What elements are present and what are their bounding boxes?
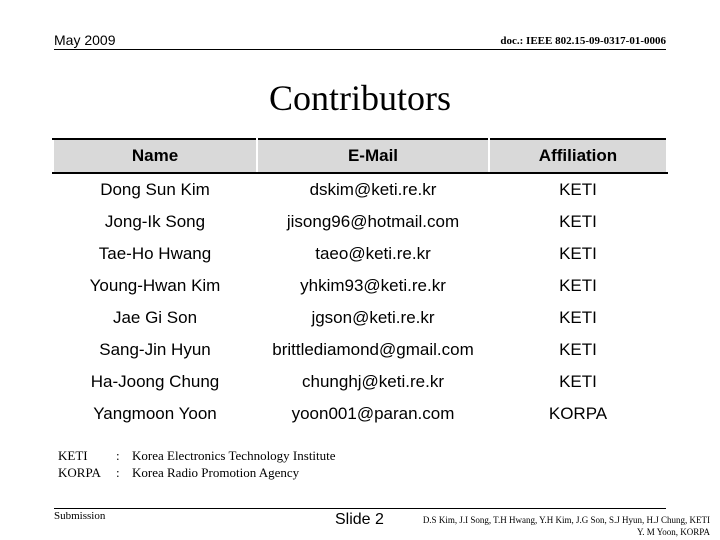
legend-full-name: Korea Radio Promotion Agency: [132, 465, 300, 480]
abbreviation-legend: [58, 447, 336, 481]
cell-affiliation: KETI: [559, 212, 597, 231]
slide-number: Slide 2: [335, 511, 384, 528]
cell-name: Ha-Joong Chung: [90, 372, 220, 391]
legend-item: [58, 464, 336, 481]
table-header-row: [53, 139, 667, 173]
cell-name: Jong-Ik Song: [104, 212, 206, 231]
cell-email: dskim@keti.re.kr: [309, 180, 437, 199]
header-doc-id: doc.: IEEE 802.15-09-0317-01-0006: [500, 35, 666, 47]
cell-affiliation: KORPA: [548, 404, 608, 423]
cell-name: Tae-Ho Hwang: [98, 244, 212, 263]
table-row: [53, 334, 667, 366]
cell-email: brittlediamond@gmail.com: [272, 340, 474, 359]
footer-authors-line: D.S Kim, J.I Song, T.H Hwang, Y.H Kim, J.G Son, S.J Hyun, H.J Chung, KETI: [422, 515, 710, 525]
cell-name: Sang-Jin Hyun: [99, 340, 211, 359]
header-date: May 2009: [54, 32, 116, 48]
table-row: [53, 173, 667, 206]
legend-separator: :: [116, 448, 120, 463]
cell-name: Yangmoon Yoon: [93, 404, 217, 423]
cell-affiliation: KETI: [559, 372, 597, 391]
table-row: [53, 302, 667, 334]
legend-full-name: Korea Electronics Technology Institute: [132, 448, 336, 463]
table-row: [53, 398, 667, 430]
column-header-email: E-Mail: [257, 139, 489, 173]
legend-abbreviation: KETI: [58, 448, 88, 463]
cell-email: yoon001@paran.com: [291, 404, 455, 423]
cell-email: yhkim93@keti.re.kr: [300, 276, 446, 295]
cell-name: Jae Gi Son: [112, 308, 198, 327]
table-row: [53, 238, 667, 270]
legend-item: [58, 447, 336, 464]
cell-affiliation: KETI: [559, 308, 597, 327]
table-row: [53, 270, 667, 302]
cell-affiliation: KETI: [559, 340, 597, 359]
table-row: [53, 206, 667, 238]
slide-title: Contributors: [268, 78, 451, 118]
cell-affiliation: KETI: [559, 276, 597, 295]
table-row: [53, 366, 667, 398]
footer-authors-line: Y. M Yoon, KORPA: [636, 527, 710, 537]
column-header-affiliation: Affiliation: [489, 139, 667, 173]
contributors-table: [52, 138, 668, 430]
footer-divider: [54, 508, 666, 509]
cell-affiliation: KETI: [559, 244, 597, 263]
legend-abbreviation: KORPA: [58, 465, 101, 480]
column-header-name: Name: [53, 139, 257, 173]
cell-name: Young-Hwan Kim: [89, 276, 221, 295]
footer-authors: [423, 514, 710, 538]
cell-affiliation: KETI: [559, 180, 597, 199]
footer-submission: Submission: [54, 510, 106, 522]
cell-email: chunghj@keti.re.kr: [302, 372, 444, 391]
header-divider: [54, 49, 666, 50]
cell-email: jisong96@hotmail.com: [286, 212, 460, 231]
cell-name: Dong Sun Kim: [100, 180, 210, 199]
legend-separator: :: [116, 465, 120, 480]
cell-email: taeo@keti.re.kr: [315, 244, 431, 263]
cell-email: jgson@keti.re.kr: [311, 308, 435, 327]
